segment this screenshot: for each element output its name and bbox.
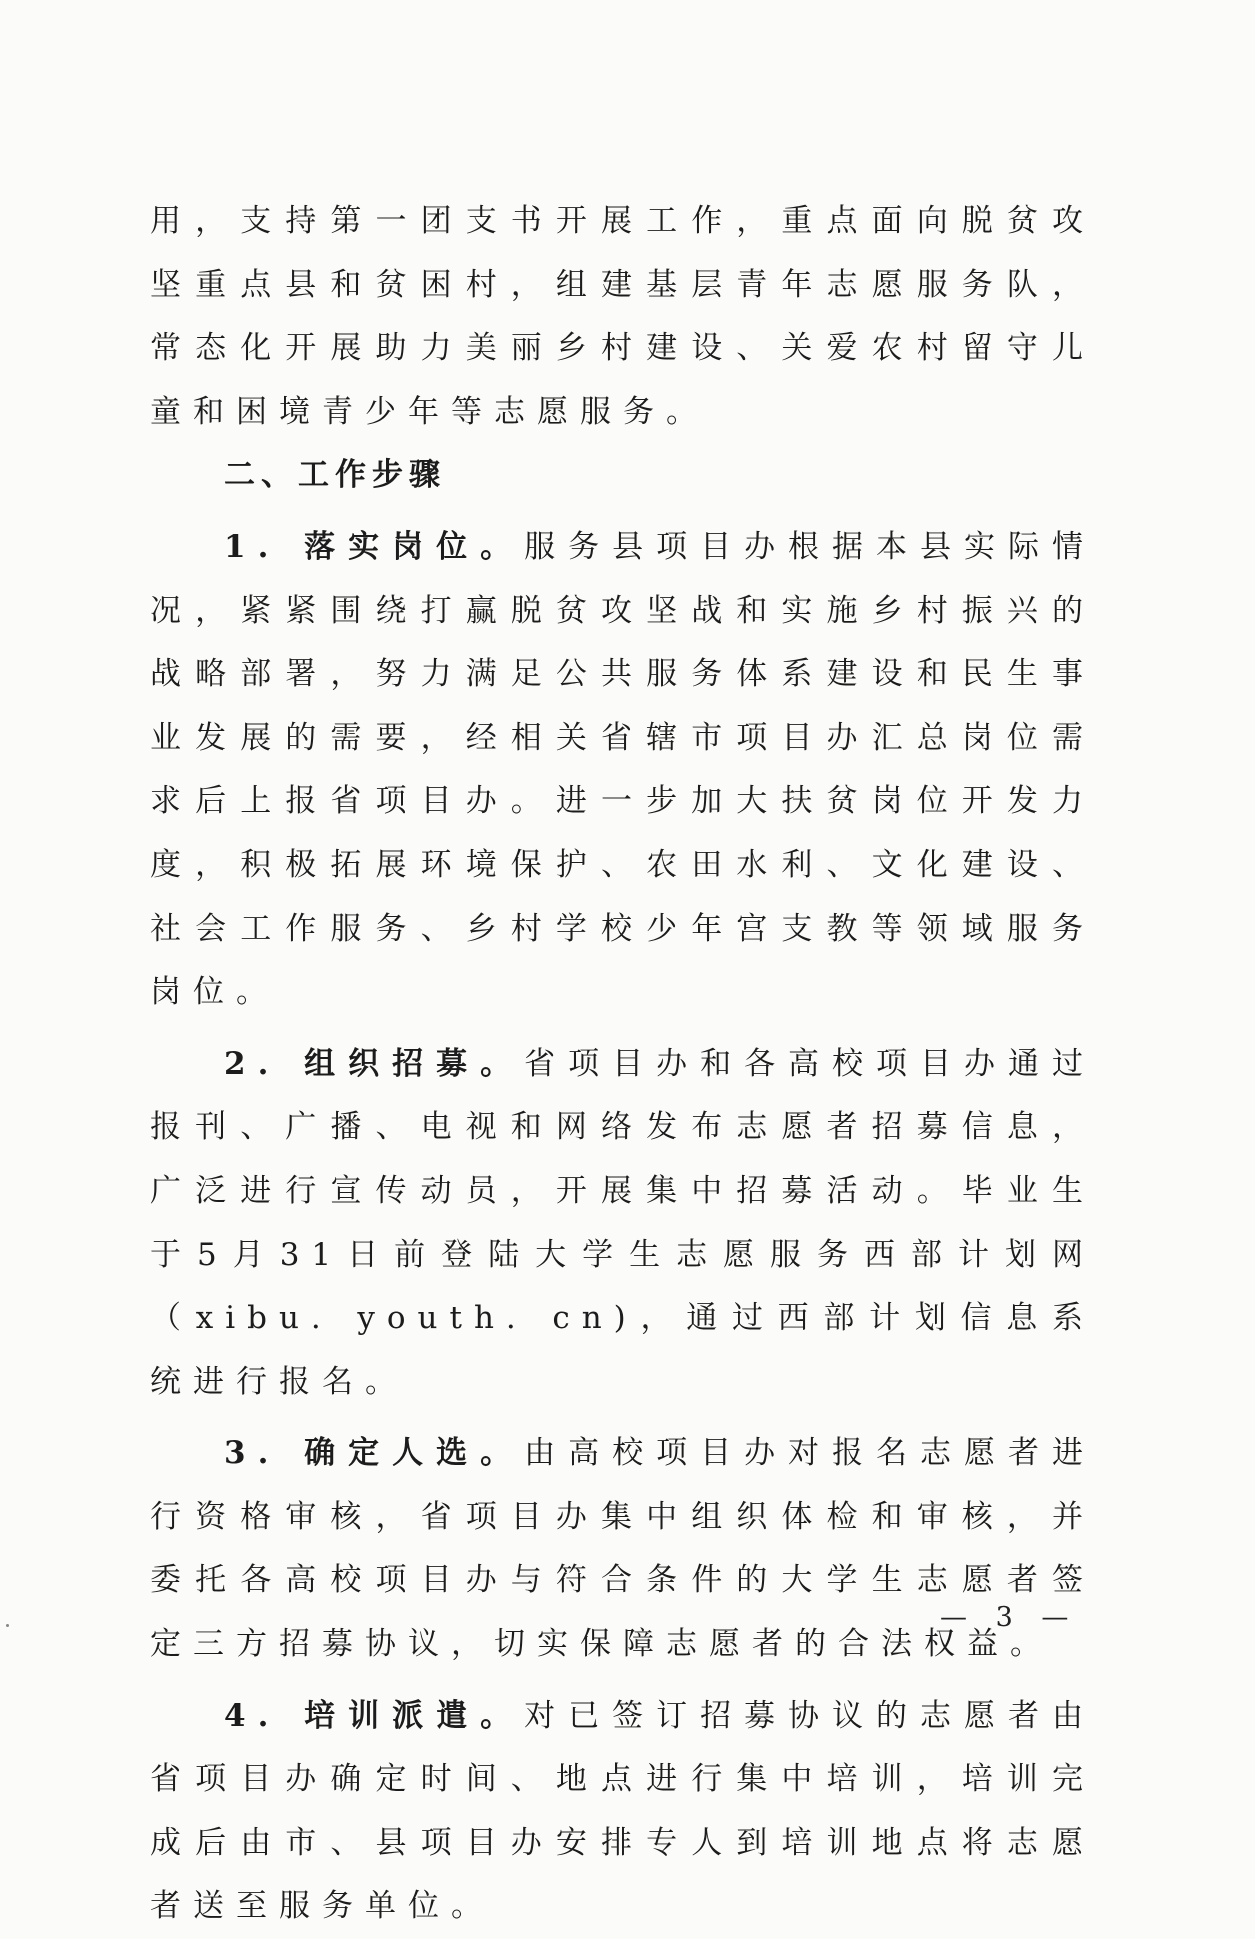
step-lead-3: 3. 确定人选。	[224, 1435, 525, 1472]
step-body-4: 对已签订招募协议的志愿者由省项目办确定时间、地点进行集中培训，培训完成后由市、县项目办安排专人到培训地点将志愿者送至服务单位。	[150, 1697, 1096, 1925]
step-paragraph-4	[150, 1685, 1095, 1939]
step-lead-2: 2. 组织招募。	[224, 1045, 525, 1082]
scan-speck	[6, 1624, 9, 1627]
step-lead-4: 4. 培训派遣。	[224, 1697, 525, 1734]
step-body-3: 由高校项目办对报名志愿者进行资格审核，省项目办集中组织体检和审核，并委托各高校项目办与符合条件的大学生志愿者签定三方招募协议，切实保障志愿者的合法权益。	[150, 1435, 1096, 1663]
step-paragraph-1	[150, 516, 1095, 1025]
section-heading: 二、工作步骤	[224, 457, 446, 494]
document-body	[150, 190, 1095, 1939]
page-number: — 3 —	[940, 1602, 1079, 1633]
step-paragraph-3	[150, 1422, 1095, 1676]
step-paragraph-2	[150, 1033, 1095, 1415]
step-body-1: 服务县项目办根据本县实际情况，紧紧围绕打赢脱贫攻坚战和实施乡村振兴的战略部署，努力满足公共服务体系建设和民生事业发展的需要，经相关省辖市项目办汇总岗位需求后上报省项目办。进一步加大扶贫岗位开发力度，积极拓展环境保护、农田水利、文化建设、社会工作服务、乡村学校少年宫支教等领域服务岗位。	[150, 528, 1096, 1011]
step-body-2: 省项目办和各高校项目办通过报刊、广播、电视和网络发布志愿者招募信息，广泛进行宣传动员，开展集中招募活动。毕业生于5月31日前登陆大学生志愿服务西部计划网（xibu. youth. cn)，通过西部计划信息系统进行报名。	[150, 1045, 1096, 1400]
continuation-paragraph: 用，支持第一团支书开展工作，重点面向脱贫攻坚重点县和贫困村，组建基层青年志愿服务队，常态化开展助力美丽乡村建设、关爱农村留守儿童和困境青少年等志愿服务。	[150, 203, 1095, 430]
step-lead-1: 1. 落实岗位。	[224, 528, 525, 565]
